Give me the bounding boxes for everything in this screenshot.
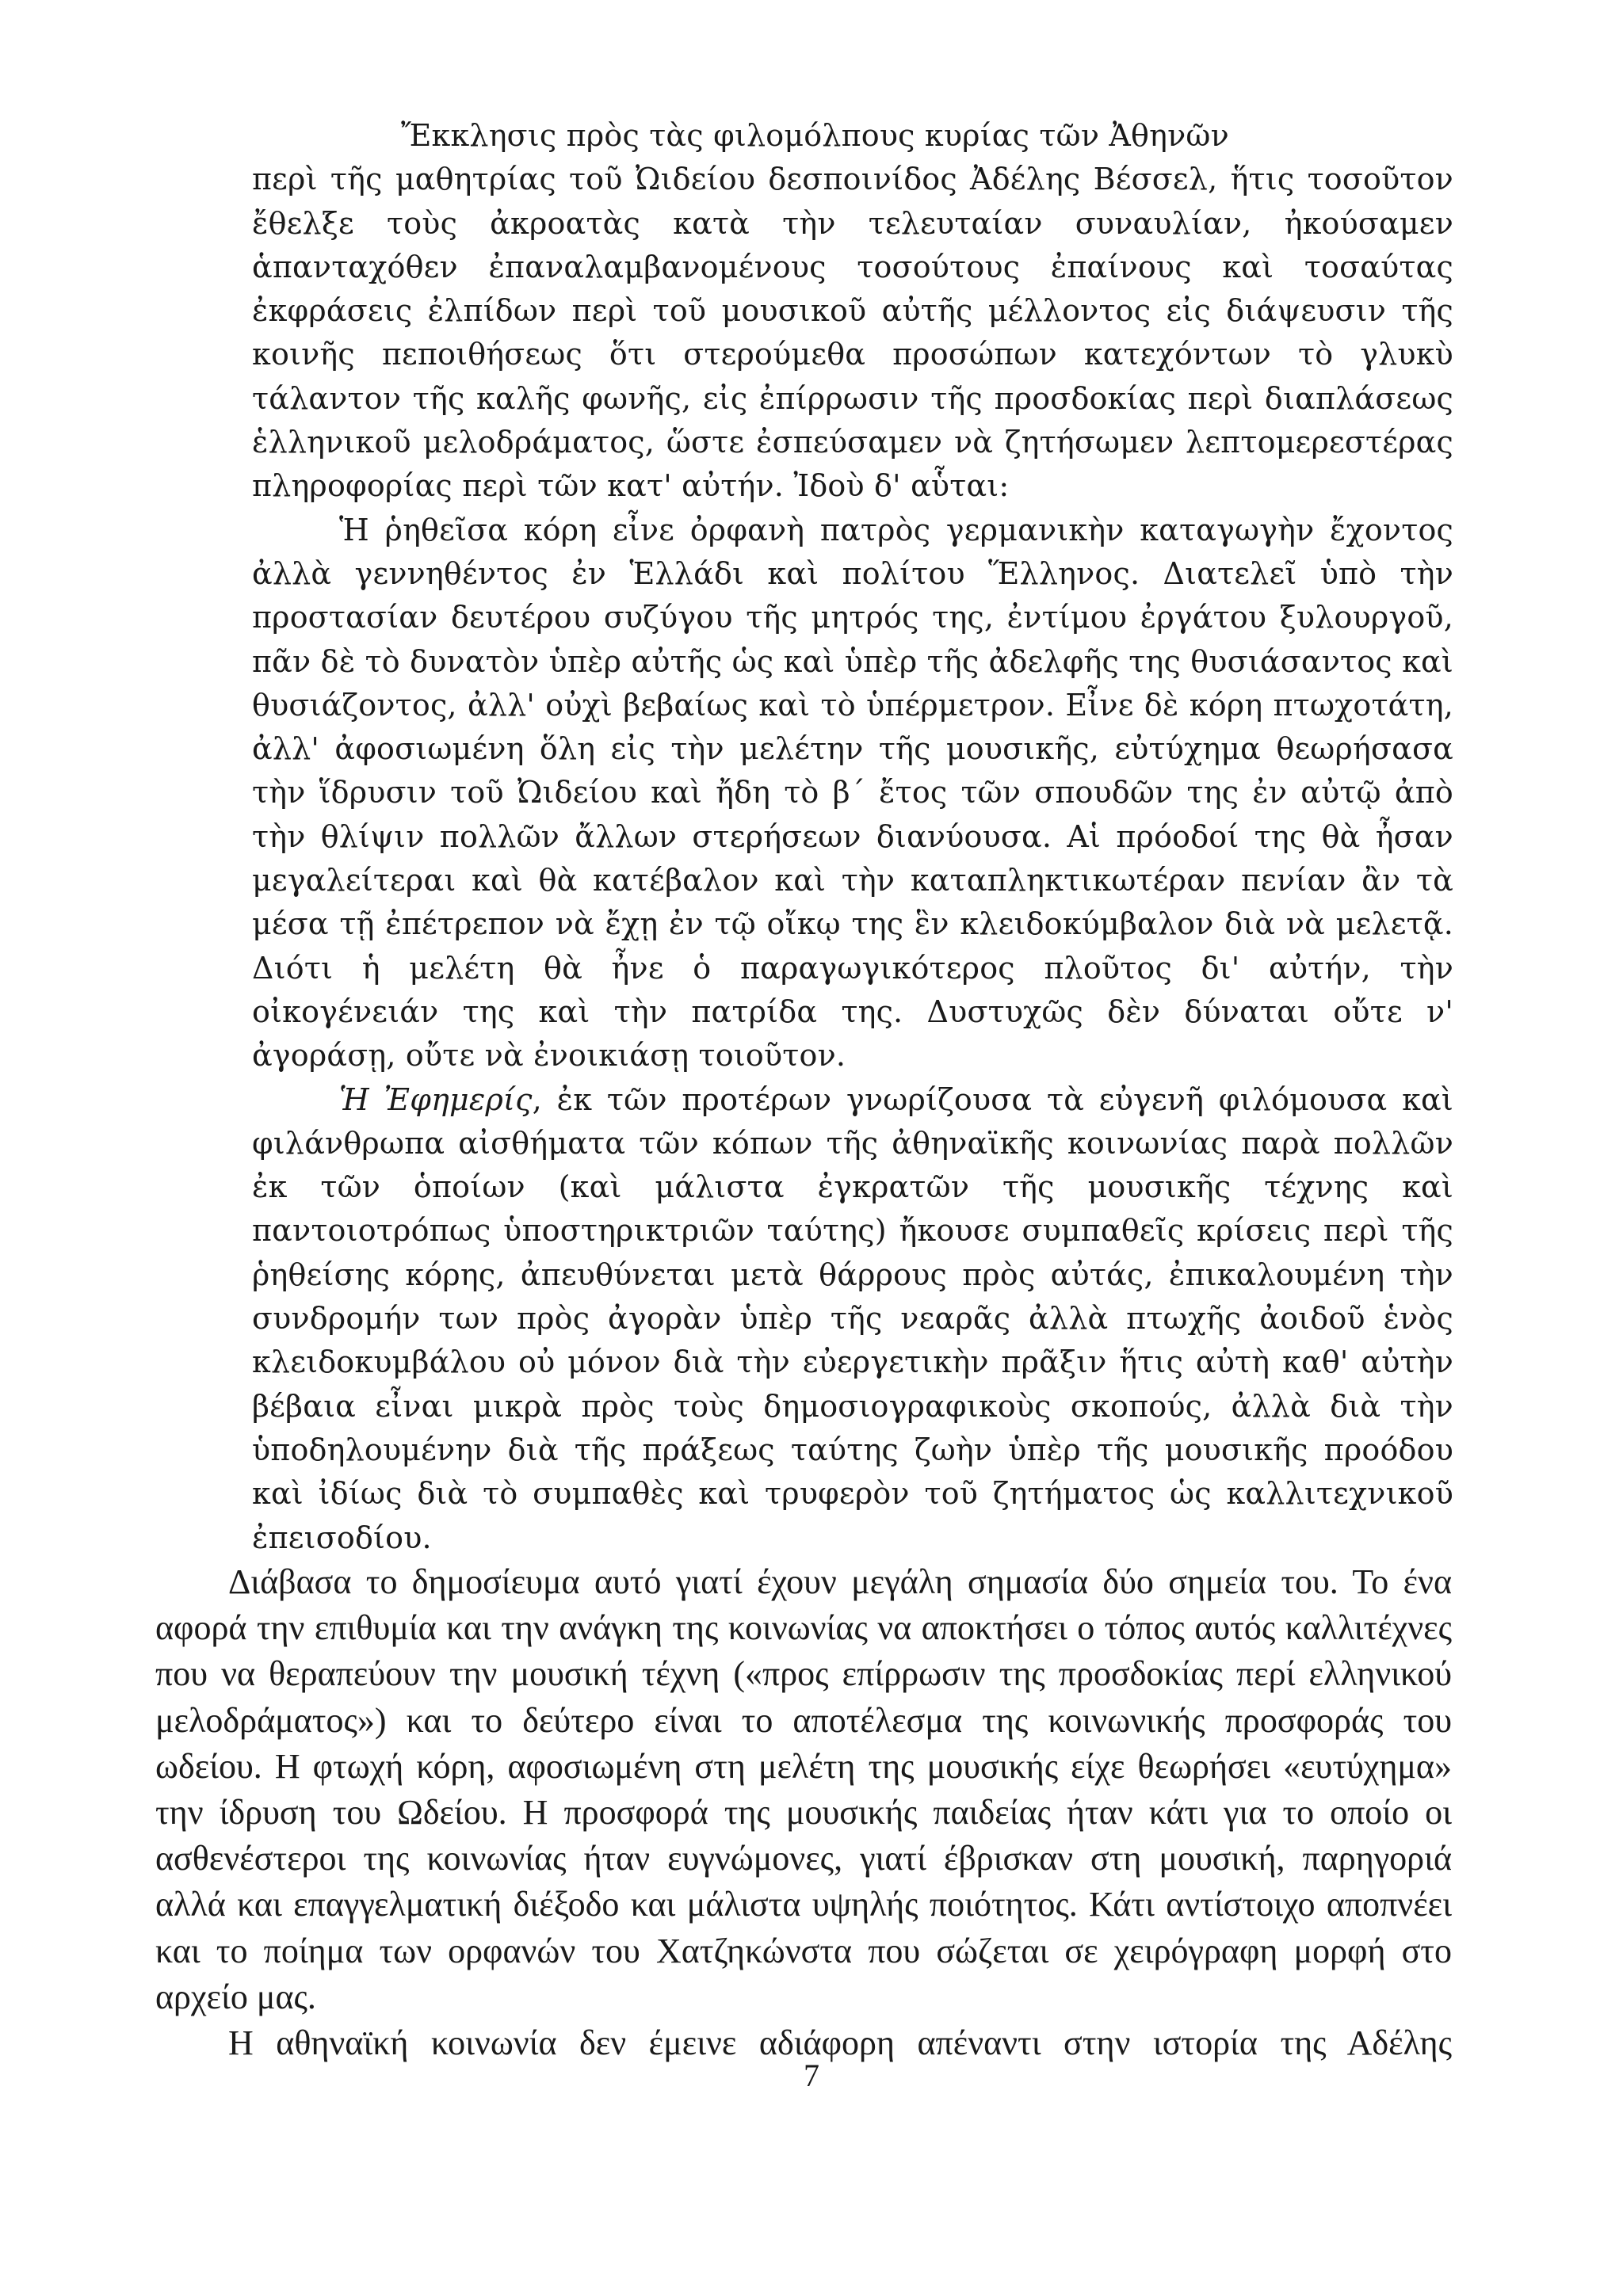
quote-paragraph-2: Ἡ ῥηθεῖσα κόρη εἶνε ὀρφανὴ πατρὸς γερμανικὴν καταγωγὴν ἔχοντος ἀλλὰ γεννηθέντος ἐν Ἑλλάδι καὶ πολίτου Ἕλληνος. Διατελεῖ ὑπὸ τὴν προστασίαν δευτέρου συζύγου τῆς μητρός της, ἐντίμου ἐργάτου ξυλουργοῦ, πᾶν δὲ τὸ δυνατὸν ὑπὲρ αὐτῆς ὡς καὶ ὑπὲρ τῆς ἀδελφῆς της θυσιάσαντος καὶ θυσιάζοντος, ἀλλ' οὐχὶ βεβαίως καὶ τὸ ὑπέρμετρον. Εἶνε δὲ κόρη πτωχοτάτη, ἀλλ' ἀφοσιωμένη ὅλη εἰς τὴν μελέτην τῆς μουσικῆς, εὐτύχημα θεωρήσασα τὴν ἵδρυσιν τοῦ Ὠιδείου καὶ ἤδη τὸ β΄ ἔτος τῶν σπουδῶν της ἐν αὐτῷ ἀπὸ τὴν θλίψιν πολλῶν ἄλλων στερήσεων διανύουσα. Αἱ πρόοδοί της θὰ ἦσαν μεγαλείτεραι καὶ θὰ κατέβαλον καὶ τὴν καταπληκτικωτέραν πενίαν ἂν τὰ μέσα τῇ ἐπέτρεπον νὰ ἔχῃ ἐν τῷ οἴκῳ της ἓν κλειδοκύμβαλον διὰ νὰ μελετᾷ. Διότι ἡ μελέτη θὰ ἦνε ὁ παραγωγικότερος πλοῦτος δι' αὐτήν, τὴν οἰκογένειάν της καὶ τὴν πατρίδα της. Δυστυχῶς δὲν δύναται οὔτε ν' ἀγοράσῃ, οὔτε νὰ ἐνοικιάσῃ τοιοῦτον. xyxy=(252,512,1453,1074)
commentary-paragraph-2: Η αθηναϊκή κοινωνία δεν έμεινε αδιάφορη απέναντι στην ιστορία της Αδέλης xyxy=(228,2023,1452,2063)
quote-paragraph-3 xyxy=(252,1078,1453,1560)
newspaper-name: Ἡ Ἐφημερίς xyxy=(339,1081,533,1117)
quoted-article xyxy=(252,114,1453,1560)
quote-paragraph-1: περὶ τῆς μαθητρίας τοῦ Ὠιδείου δεσποινίδος Ἀδέλης Βέσσελ, ἥτις τοσοῦτον ἔθελξε τοὺς ἀκροατὰς κατὰ τὴν τελευταίαν συναυλίαν, ἠκούσαμεν ἁπανταχόθεν ἐπαναλαμβανομένους τοσούτους ἐπαίνους καὶ τοσαύτας ἐκφράσεις ἐλπίδων περὶ τοῦ μουσικοῦ αὐτῆς μέλλοντος εἰς διάψευσιν τῆς κοινῆς πεποιθήσεως ὅτι στερούμεθα προσώπων κατεχόντων τὸ γλυκὺ τάλαντον τῆς καλῆς φωνῆς, εἰς ἐπίρρωσιν τῆς προσδοκίας περὶ διαπλάσεως ἑλληνικοῦ μελοδράματος, ὥστε ἐσπεύσαμεν νὰ ζητήσωμεν λεπτομερεστέρας πληροφορίας περὶ τῶν κατ' αὐτήν. Ἰδοὺ δ' αὗται: xyxy=(252,162,1453,504)
quote-paragraph-3-text: , ἐκ τῶν προτέρων γνωρίζουσα τὰ εὐγενῆ φιλόμουσα καὶ φιλάνθρωπα αἰσθήματα τῶν κόπων τῆς ἀθηναϊκῆς κοινωνίας παρὰ πολλῶν ἐκ τῶν ὁποίων (καὶ μάλιστα ἐγκρατῶν τῆς μουσικῆς τέχνης καὶ παντοιοτρόπως ὑποστηρικτριῶν ταύτης) ἤκουσε συμπαθεῖς κρίσεις περὶ τῆς ῥηθείσης κόρης, ἀπευθύνεται μετὰ θάρρους πρὸς αὐτάς, ἐπικαλουμένη τὴν συνδρομήν των πρὸς ἀγορὰν ὑπὲρ τῆς νεαρᾶς ἀλλὰ πτωχῆς ἀοιδοῦ ἑνὸς κλειδοκυμβάλου οὐ μόνον διὰ τὴν εὐεργετικὴν πρᾶξιν ἥτις αὐτὴ καθ' αὐτὴν βέβαια εἶναι μικρὰ πρὸς τοὺς δημοσιογραφικοὺς σκοπούς, ἀλλὰ διὰ τὴν ὑποδηλουμένην διὰ τῆς πράξεως ταύτης ζωὴν ὑπὲρ τῆς μουσικῆς προόδου καὶ ἰδίως διὰ τὸ συμπαθὲς καὶ τρυφερὸν τοῦ ζητήματος ὡς καλλιτεχνικοῦ ἐπεισοδίου. xyxy=(252,1081,1453,1555)
quote-heading: Ἔκκλησις πρὸς τὰς φιλομόλπους κυρίας τῶν Ἀθηνῶν xyxy=(401,118,1229,153)
commentary xyxy=(155,1559,1452,2066)
commentary-paragraph-1: Διάβασα το δημοσίευμα αυτό γιατί έχουν μεγάλη σημασία δύο σημεία του. Το ένα αφορά την επιθυμία και την ανάγκη της κοινωνίας να αποκτήσει ο τόπος αυτός καλλιτέχνες που να θεραπεύουν την μουσική τέχνη («προς επίρρωσιν της προσδοκίας περί ελληνικού μελοδράματος») και το δεύτερο είναι το αποτέλεσμα της κοινωνικής προσφοράς του ωδείου. Η φτωχή κόρη, αφοσιωμένη στη μελέτη της μουσικής είχε θεωρήσει «ευτύχημα» την ίδρυση του Ωδείου. Η προσφορά της μουσικής παιδείας ήταν κάτι για το οποίο οι ασθενέστεροι της κοινωνίας ήταν ευγνώμονες, γιατί έβρισκαν στη μουσική, παρηγοριά αλλά και επαγγελματική διέξοδο και μάλιστα υψηλής ποιότητος. Κάτι αντίστοιχο αποπνέει και το ποίημα των ορφανών του Χατζηκώνστα που σώζεται σε χειρόγραφη μορφή στο αρχείο μας. xyxy=(155,1562,1452,2016)
page-number: 7 xyxy=(804,2058,819,2093)
